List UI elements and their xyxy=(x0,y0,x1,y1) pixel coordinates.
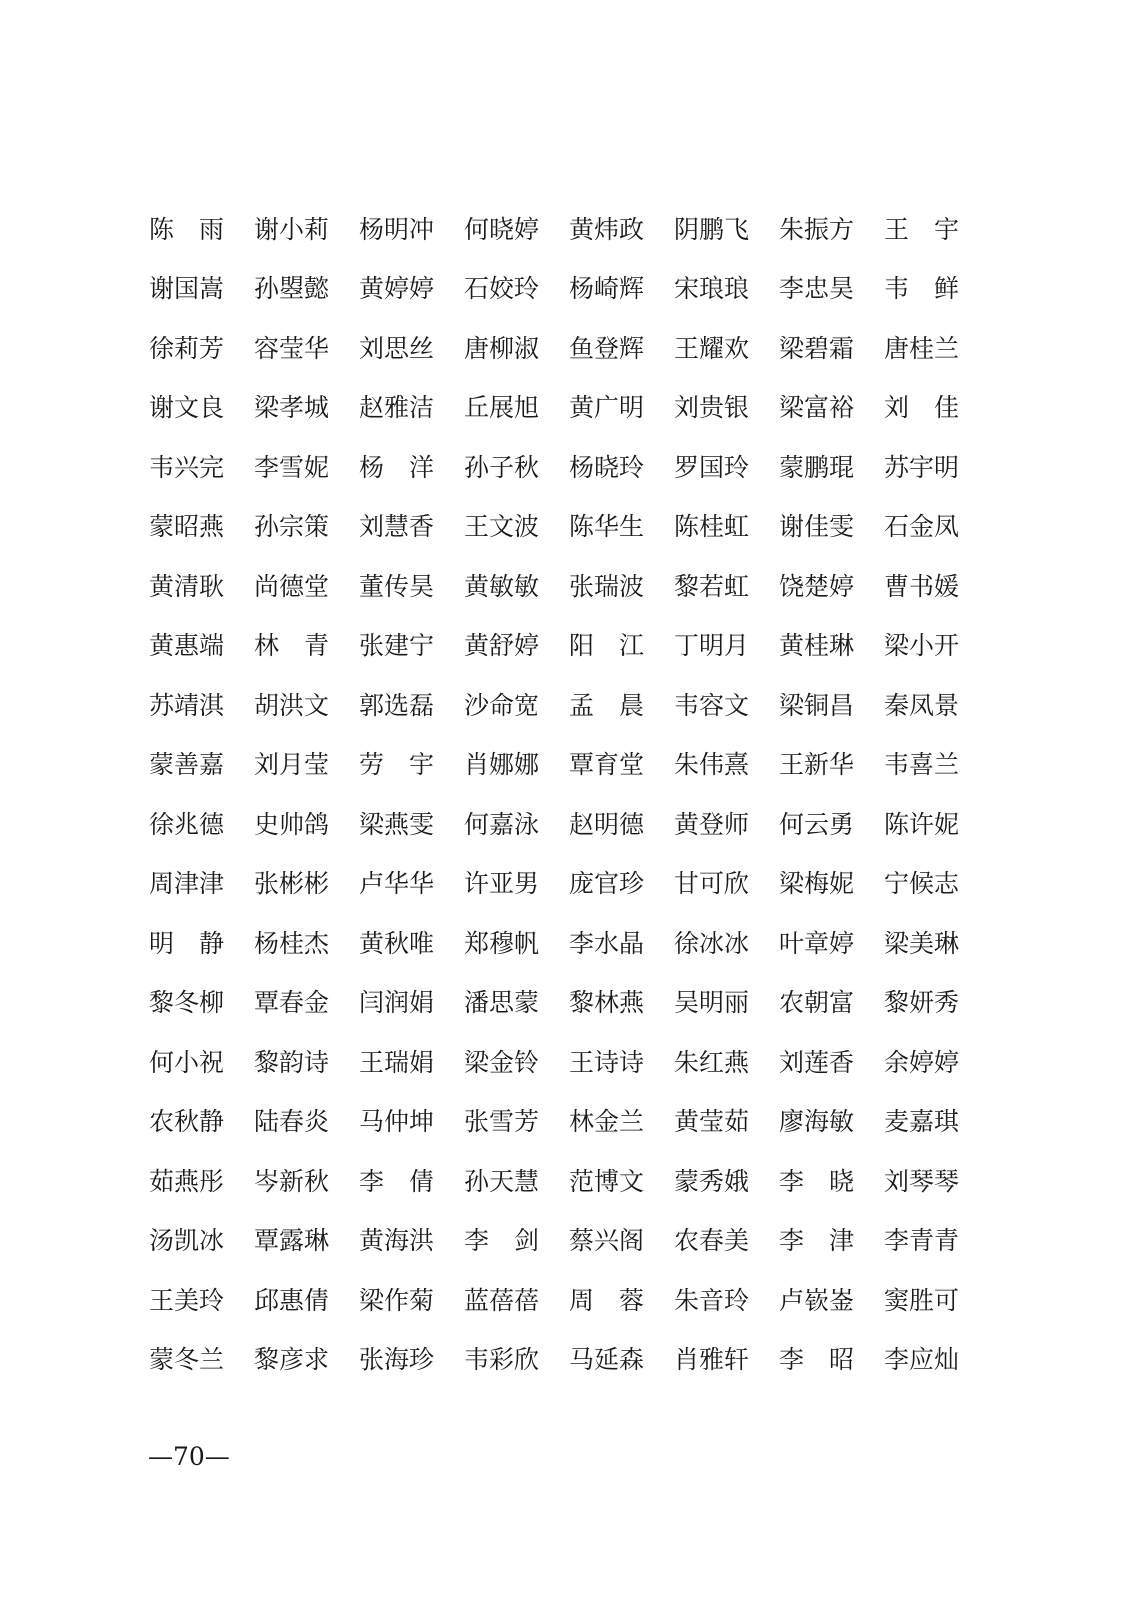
name-entry: 黎韵诗 xyxy=(254,1047,330,1077)
name-entry: 梁美琳 xyxy=(884,928,960,958)
name-entry: 黄桂琳 xyxy=(779,631,855,661)
name-entry: 谢国嵩 xyxy=(149,274,225,304)
name-entry: 杨晓玲 xyxy=(569,452,645,482)
name-entry: 曹书媛 xyxy=(884,571,960,601)
name-entry: 许亚男 xyxy=(464,869,540,899)
name-entry: 蒙善嘉 xyxy=(149,750,225,780)
name-entry: 陈许妮 xyxy=(884,809,960,839)
name-entry: 孙子秋 xyxy=(464,452,540,482)
name-entry: 黄莹茹 xyxy=(674,1107,750,1137)
name-entry: 刘莲香 xyxy=(779,1047,855,1077)
name-entry: 谢佳雯 xyxy=(779,512,855,542)
name-entry: 周津津 xyxy=(149,869,225,899)
name-entry: 何晓婷 xyxy=(464,214,540,244)
name-entry: 杨桂杰 xyxy=(254,928,330,958)
name-entry: 饶楚婷 xyxy=(779,571,855,601)
name-entry: 汤凯冰 xyxy=(149,1226,225,1256)
name-entry: 梁金铃 xyxy=(464,1047,540,1077)
name-entry: 刘贵银 xyxy=(674,393,750,423)
name-entry: 农春美 xyxy=(674,1226,750,1256)
name-entry: 覃春金 xyxy=(254,988,330,1018)
name-entry: 梁小开 xyxy=(884,631,960,661)
name-entry: 吴明丽 xyxy=(674,988,750,1018)
name-entry: 肖雅轩 xyxy=(674,1345,750,1375)
name-entry: 朱红燕 xyxy=(674,1047,750,1077)
name-entry: 黄婷婷 xyxy=(359,274,435,304)
name-entry: 黄惠端 xyxy=(149,631,225,661)
name-entry: 王美玲 xyxy=(149,1285,225,1315)
name-entry: 黄海洪 xyxy=(359,1226,435,1256)
name-entry: 丘展旭 xyxy=(464,393,540,423)
name-entry: 李水晶 xyxy=(569,928,645,958)
name-entry: 刘月莹 xyxy=(254,750,330,780)
name-entry: 茹燕彤 xyxy=(149,1166,225,1196)
name-entry: 杨明冲 xyxy=(359,214,435,244)
name-entry: 陈华生 xyxy=(569,512,645,542)
name-entry: 庞官珍 xyxy=(569,869,645,899)
name-entry: 容莹华 xyxy=(254,333,330,363)
name-entry: 黎林燕 xyxy=(569,988,645,1018)
name-entry: 陈 雨 xyxy=(149,214,225,244)
name-entry: 黎若虹 xyxy=(674,571,750,601)
name-entry: 覃育堂 xyxy=(569,750,645,780)
name-entry: 李雪妮 xyxy=(254,452,330,482)
name-entry: 蒙昭燕 xyxy=(149,512,225,542)
name-entry: 刘思丝 xyxy=(359,333,435,363)
name-entry: 鱼登辉 xyxy=(569,333,645,363)
name-entry: 孙天慧 xyxy=(464,1166,540,1196)
name-entry: 徐冰冰 xyxy=(674,928,750,958)
name-entry: 胡洪文 xyxy=(254,690,330,720)
name-entry: 梁富裕 xyxy=(779,393,855,423)
name-entry: 邱惠倩 xyxy=(254,1285,330,1315)
name-entry: 李 昭 xyxy=(779,1345,855,1375)
name-entry: 何嘉泳 xyxy=(464,809,540,839)
name-entry: 黄广明 xyxy=(569,393,645,423)
name-entry: 张瑞波 xyxy=(569,571,645,601)
name-entry: 朱伟熹 xyxy=(674,750,750,780)
name-entry: 赵雅洁 xyxy=(359,393,435,423)
name-entry: 苏宇明 xyxy=(884,452,960,482)
name-entry: 叶章婷 xyxy=(779,928,855,958)
name-entry: 罗国玲 xyxy=(674,452,750,482)
name-entry: 马仲坤 xyxy=(359,1107,435,1137)
name-entry: 谢小莉 xyxy=(254,214,330,244)
name-entry: 黄炜政 xyxy=(569,214,645,244)
name-entry: 王瑞娟 xyxy=(359,1047,435,1077)
name-entry: 韦容文 xyxy=(674,690,750,720)
name-entry: 梁燕雯 xyxy=(359,809,435,839)
name-entry: 潘思蒙 xyxy=(464,988,540,1018)
name-entry: 何小祝 xyxy=(149,1047,225,1077)
name-entry: 梁碧霜 xyxy=(779,333,855,363)
name-entry: 黄登师 xyxy=(674,809,750,839)
name-entry: 徐兆德 xyxy=(149,809,225,839)
names-list xyxy=(149,200,989,1390)
name-entry: 张彬彬 xyxy=(254,869,330,899)
name-entry: 刘琴琴 xyxy=(884,1166,960,1196)
name-entry: 肖娜娜 xyxy=(464,750,540,780)
name-entry: 明 静 xyxy=(149,928,225,958)
name-entry: 余婷婷 xyxy=(884,1047,960,1077)
name-entry: 黄清耿 xyxy=(149,571,225,601)
name-entry: 丁明月 xyxy=(674,631,750,661)
name-entry: 赵明德 xyxy=(569,809,645,839)
name-entry: 刘 佳 xyxy=(884,393,960,423)
name-entry: 蒙冬兰 xyxy=(149,1345,225,1375)
name-entry: 卢华华 xyxy=(359,869,435,899)
name-entry: 沙命宽 xyxy=(464,690,540,720)
name-entry: 黎彦求 xyxy=(254,1345,330,1375)
name-entry: 蒙鹏琨 xyxy=(779,452,855,482)
name-entry: 王 宇 xyxy=(884,214,960,244)
name-entry: 廖海敏 xyxy=(779,1107,855,1137)
name-entry: 林金兰 xyxy=(569,1107,645,1137)
name-entry: 卢嵚崟 xyxy=(779,1285,855,1315)
name-entry: 窦胜可 xyxy=(884,1285,960,1315)
name-entry: 范博文 xyxy=(569,1166,645,1196)
page-number: —70— xyxy=(148,1442,230,1471)
name-entry: 蔡兴阁 xyxy=(569,1226,645,1256)
name-entry: 黄敏敏 xyxy=(464,571,540,601)
name-entry: 蓝蓓蓓 xyxy=(464,1285,540,1315)
name-entry: 李忠昊 xyxy=(779,274,855,304)
name-entry: 蒙秀娥 xyxy=(674,1166,750,1196)
name-entry: 李 津 xyxy=(779,1226,855,1256)
name-entry: 张海珍 xyxy=(359,1345,435,1375)
name-entry: 宁候志 xyxy=(884,869,960,899)
name-entry: 何云勇 xyxy=(779,809,855,839)
name-entry: 郭选磊 xyxy=(359,690,435,720)
name-entry: 农秋静 xyxy=(149,1107,225,1137)
name-entry: 韦 鲜 xyxy=(884,274,960,304)
name-entry: 孟 晨 xyxy=(569,690,645,720)
name-entry: 唐桂兰 xyxy=(884,333,960,363)
name-entry: 唐柳淑 xyxy=(464,333,540,363)
name-entry: 梁梅妮 xyxy=(779,869,855,899)
name-entry: 李 晓 xyxy=(779,1166,855,1196)
name-entry: 郑穆帆 xyxy=(464,928,540,958)
name-entry: 王诗诗 xyxy=(569,1047,645,1077)
name-entry: 朱音玲 xyxy=(674,1285,750,1315)
name-entry: 董传昊 xyxy=(359,571,435,601)
name-entry: 李应灿 xyxy=(884,1345,960,1375)
name-entry: 王新华 xyxy=(779,750,855,780)
name-entry: 孙曌懿 xyxy=(254,274,330,304)
name-entry: 史帅鸽 xyxy=(254,809,330,839)
name-entry: 黄秋唯 xyxy=(359,928,435,958)
name-entry: 黎妍秀 xyxy=(884,988,960,1018)
name-entry: 石金凤 xyxy=(884,512,960,542)
name-entry: 王耀欢 xyxy=(674,333,750,363)
name-entry: 李青青 xyxy=(884,1226,960,1256)
name-entry: 马延森 xyxy=(569,1345,645,1375)
name-entry: 刘慧香 xyxy=(359,512,435,542)
name-entry: 石姣玲 xyxy=(464,274,540,304)
name-entry: 韦兴完 xyxy=(149,452,225,482)
name-entry: 韦彩欣 xyxy=(464,1345,540,1375)
name-entry: 麦嘉琪 xyxy=(884,1107,960,1137)
name-entry: 朱振方 xyxy=(779,214,855,244)
name-entry: 甘可欣 xyxy=(674,869,750,899)
name-entry: 劳 宇 xyxy=(359,750,435,780)
name-entry: 韦喜兰 xyxy=(884,750,960,780)
name-entry: 梁铜昌 xyxy=(779,690,855,720)
name-entry: 孙宗策 xyxy=(254,512,330,542)
name-entry: 张雪芳 xyxy=(464,1107,540,1137)
name-entry: 杨 洋 xyxy=(359,452,435,482)
name-entry: 梁孝城 xyxy=(254,393,330,423)
name-entry: 农朝富 xyxy=(779,988,855,1018)
name-entry: 陈桂虹 xyxy=(674,512,750,542)
name-entry: 周 蓉 xyxy=(569,1285,645,1315)
name-entry: 苏靖淇 xyxy=(149,690,225,720)
name-entry: 岑新秋 xyxy=(254,1166,330,1196)
name-entry: 阳 江 xyxy=(569,631,645,661)
name-entry: 覃露琳 xyxy=(254,1226,330,1256)
name-entry: 张建宁 xyxy=(359,631,435,661)
name-entry: 陆春炎 xyxy=(254,1107,330,1137)
name-entry: 阴鹏飞 xyxy=(674,214,750,244)
name-entry: 尚德堂 xyxy=(254,571,330,601)
name-entry: 杨崎辉 xyxy=(569,274,645,304)
name-entry: 黎冬柳 xyxy=(149,988,225,1018)
name-entry: 林 青 xyxy=(254,631,330,661)
name-entry: 李 倩 xyxy=(359,1166,435,1196)
name-entry: 王文波 xyxy=(464,512,540,542)
name-entry: 李 剑 xyxy=(464,1226,540,1256)
name-entry: 黄舒婷 xyxy=(464,631,540,661)
name-entry: 闫润娟 xyxy=(359,988,435,1018)
name-entry: 宋琅琅 xyxy=(674,274,750,304)
name-entry: 谢文良 xyxy=(149,393,225,423)
name-entry: 徐莉芳 xyxy=(149,333,225,363)
name-entry: 秦凤景 xyxy=(884,690,960,720)
name-entry: 梁作菊 xyxy=(359,1285,435,1315)
